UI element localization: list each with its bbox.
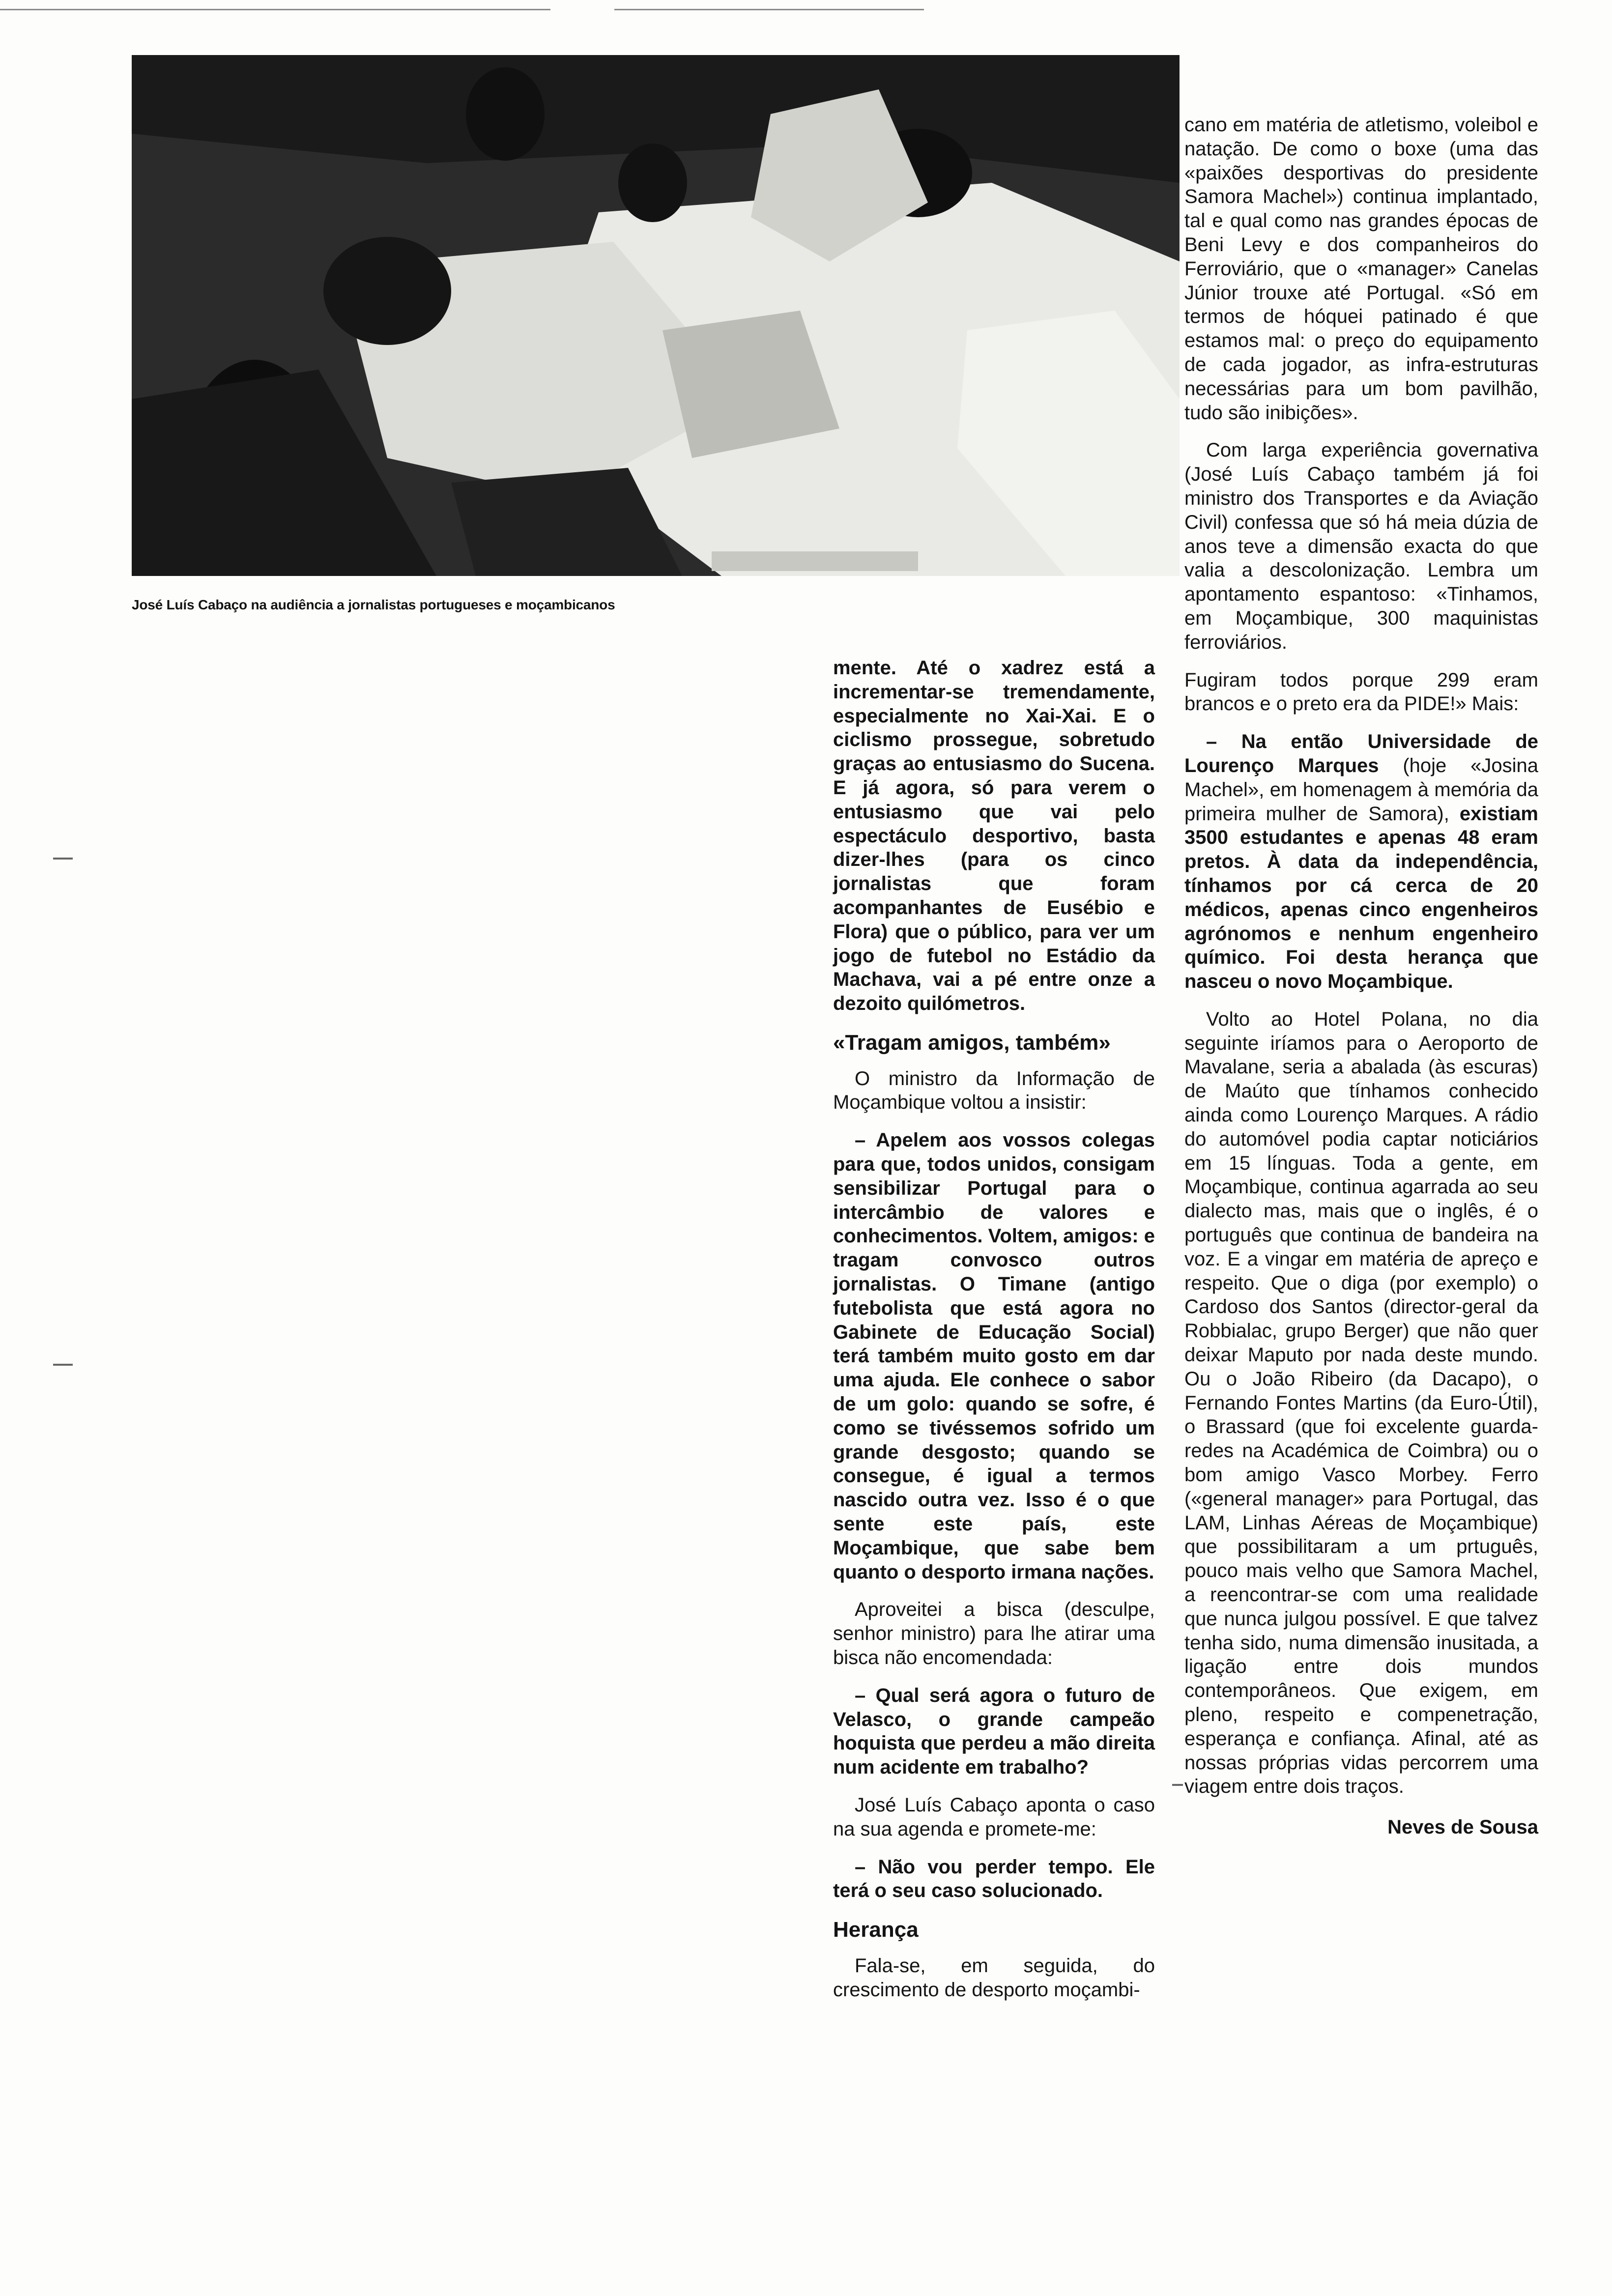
article-paragraph: mente. Até o xadrez está a incrementar-se tremendamente, especialmente no Xai-Xai. E o ciclismo prossegue, sobretudo graças ao entusiasmo do Sucena. E já agora, só para verem o entusiasmo que vai pelo espectáculo desportivo, basta dizer-lhes (para os cinco jornalistas que foram acompanhantes de Eusébio e Flora) que o público, para ver um jogo de futebol no Estádio da Machava, vai a pé entre onze a dezoito quilómetros. <box>833 657 1155 1015</box>
paragraph-segment: existiam 3500 estudantes e apenas 48 eram pretos. À data da independência, tínhamos por cá cerca de 20 médicos, apenas cinco engenheiros agrónomos e nenhum engenheiro químico. Foi desta herança que nasceu o novo Moçambique. <box>1184 803 1538 993</box>
scan-top-rule <box>614 9 924 10</box>
article-paragraph: – Apelem aos vossos colegas para que, todos unidos, consigam sensibilizar Portugal para o intercâmbio de valores e conhecimentos. Voltem, amigos: e tragam convosco outros jornalistas. O Timane (antigo futebolista que está agora no Gabinete de Educação Social) terá também muito gosto em dar uma ajuda. Ele conhece o sabor de um golo: quando se sofre, é como se tivéssemos sofrido um grande desgosto; quando se consegue, é igual a termos nascido outra vez. Isso é o que sente este país, este Moçambique, que sabe bem quanto o desporto irmana nações. <box>833 1129 1155 1583</box>
section-heading: «Tragam amigos, também» <box>833 1030 1111 1055</box>
photo-image <box>132 55 1180 576</box>
article-paragraph: Com larga experiência governativa (José Luís Cabaço também já foi ministro dos Transportes e da Aviação Civil) confessa que só há meia dúzia de anos teve a dimensão exacta do que valia a descolonização. Lembra um apontamento espantoso: «Tinhamos, em Moçambique, 300 maquinistas ferroviários. <box>1184 439 1538 653</box>
article-paragraph: Fala-se, em seguida, do crescimento de desporto moçambi- <box>833 1954 1155 2001</box>
margin-mark <box>53 1364 73 1366</box>
article-paragraph: Aproveitei a bisca (desculpe, senhor ministro) para lhe atirar uma bisca não encomendada: <box>833 1599 1155 1668</box>
article-paragraph: José Luís Cabaço aponta o caso na sua agenda e promete-me: <box>833 1794 1155 1840</box>
paragraph-segment: (hoje «Josina Machel», em homenagem à memória da primeira mulher de Samora), <box>1184 754 1538 825</box>
article-paragraph: Fugiram todos porque 299 eram brancos e o preto era da PIDE!» Mais: <box>1184 669 1538 715</box>
article-paragraph: – Não vou perder tempo. Ele terá o seu caso solucionado. <box>833 1856 1155 1902</box>
paragraph-segment: – Na então Universidade de Lourenço Marques <box>1184 731 1538 776</box>
article-paragraph: cano em matéria de atletismo, voleibol e natação. De como o boxe (uma das «paixões desportivas do presidente Samora Machel») continua implantado, tal e qual como nas grandes épocas de Beni Levy e dos companheiros do Ferroviário, que o «manager» Canelas Júnior trouxe até Portugal. «Só em termos de hóquei patinado é que estamos mal: o preço do equipamento de cada jogador, as infra-estruturas necessárias para um bom pavilhão, tudo são inibições». <box>1184 114 1538 424</box>
article-column-right <box>1184 113 1538 1839</box>
article-paragraph: Volto ao Hotel Polana, no dia seguinte iríamos para o Aeroporto de Mavalane, seria a abalada (às escuras) de Maúto que tínhamos conhecido ainda como Lourenço Marques. A rádio do automóvel podia captar noticiários em 15 línguas. Toda a gente, em Moçambique, continua agarrada ao seu dialecto mas, mais que o inglês, é o português que continua de bandeira na voz. E a vingar em matéria de apreço e respeito. Que o diga (por exemplo) o Cardoso dos Santos (director-geral da Robbialac, grupo Berger) que não quer deixar Maputo por nada deste mundo. Ou o João Ribeiro (da Dacapo), o Fernando Fontes Martins (da Euro-Útil), o Brassard (que foi excelente guarda-redes na Académica de Coimbra) ou o bom amigo Vasco Morbey. Ferro («general manager» para Portugal, das LAM, Linhas Aéreas de Moçambique) que possibilitaram a um prtuguês, pouco mais velho que Samora Machel, a reencontrar-se com uma realidade que nunca julgou possível. E que talvez tenha sido, numa dimensão inusitada, a ligação entre dois mundos contemporâneos. Que exigem, em pleno, respeito e compenetração, esperança e confiança. Afinal, até as nossas próprias vidas percorrem uma viagem entre dois traços. <box>1184 1008 1538 1798</box>
margin-mark <box>1172 1784 1183 1786</box>
article-paragraph: – Qual será agora o futuro de Velasco, o grande campeão hoquista que perdeu a mão direita num acidente em trabalho? <box>833 1684 1155 1779</box>
article-photo <box>132 55 1180 576</box>
article-paragraph <box>1184 730 1538 994</box>
section-heading: Herança <box>833 1918 919 1942</box>
photo-caption: José Luís Cabaço na audiência a jornalistas portugueses e moçambicanos <box>132 597 615 612</box>
author-signature: Neves de Sousa <box>1387 1816 1538 1838</box>
article-paragraph: O ministro da Informação de Moçambique voltou a insistir: <box>833 1067 1155 1114</box>
article-column-middle <box>833 656 1155 2015</box>
margin-mark <box>53 858 73 860</box>
scan-top-rule <box>0 9 550 10</box>
